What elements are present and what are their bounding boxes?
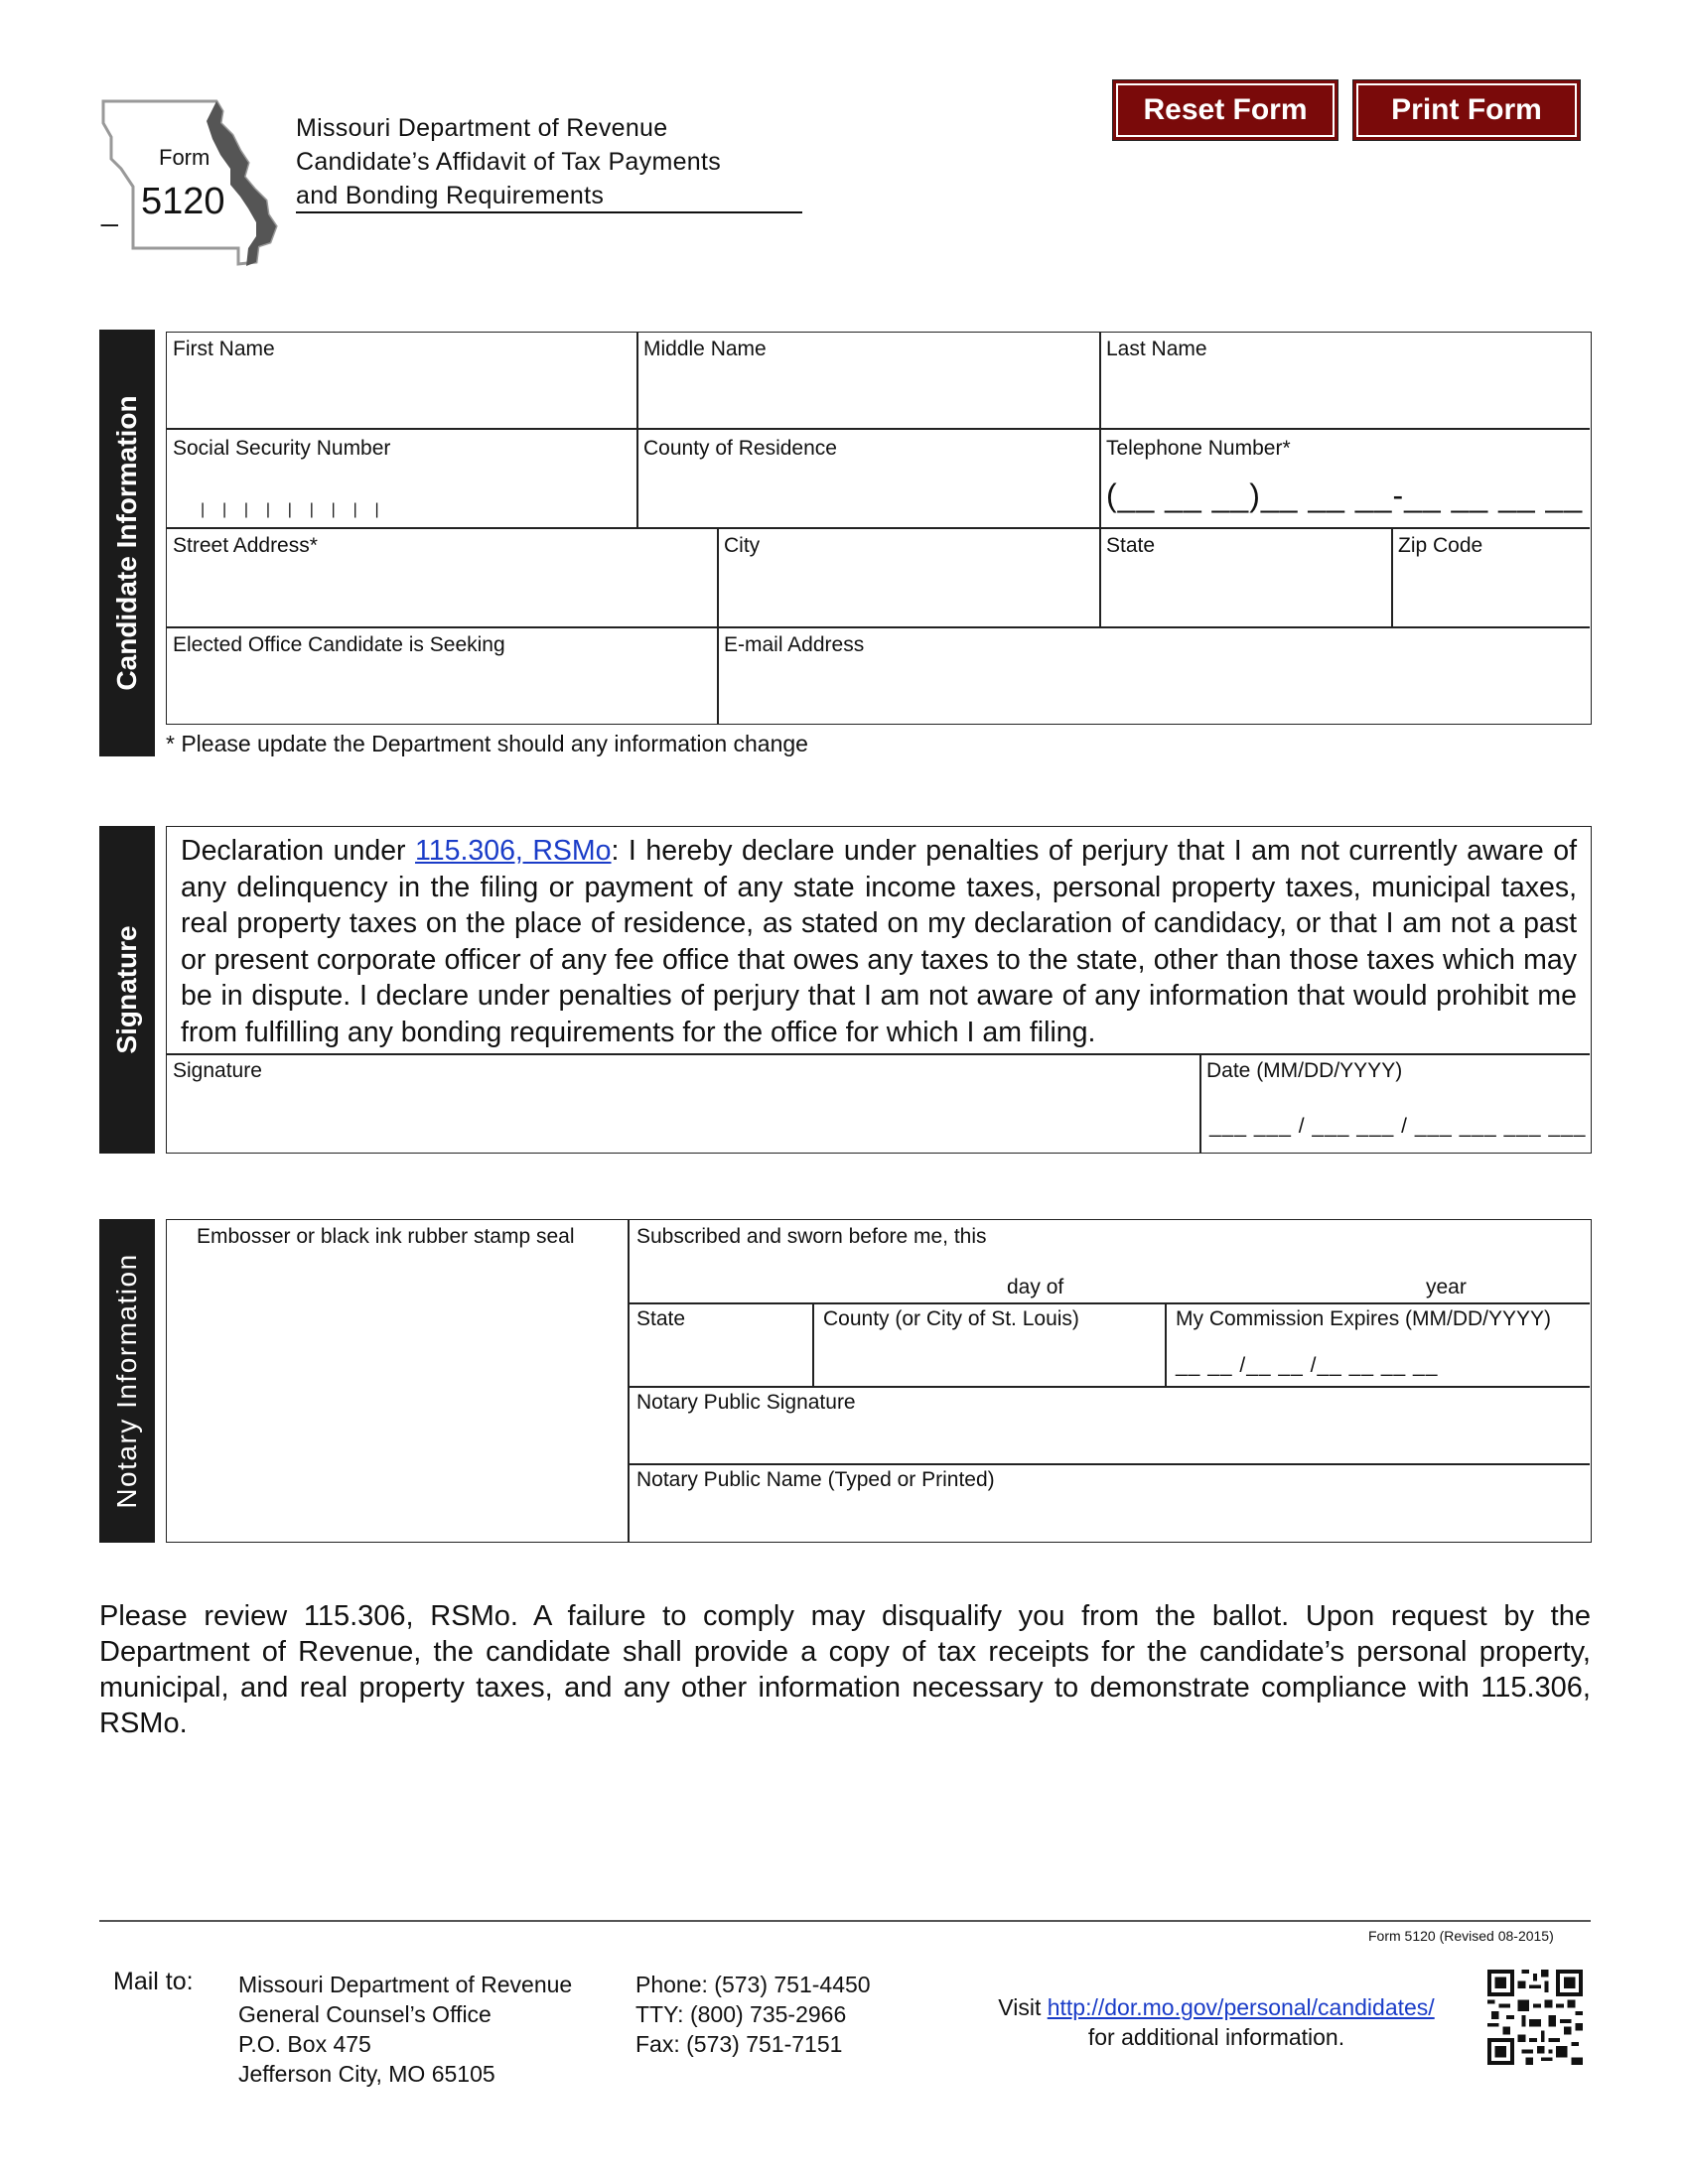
notary-state-field[interactable]: State (636, 1307, 686, 1330)
telephone-field[interactable]: Telephone Number* (1106, 437, 1291, 460)
reset-form-button[interactable]: Reset Form (1116, 83, 1335, 137)
form-revision: Form 5120 (Revised 08-2015) (1368, 1928, 1554, 1944)
email-address-field[interactable]: E-mail Address (724, 633, 865, 656)
date-blank: ___ ___ / ___ ___ / ___ ___ ___ ___ (1209, 1115, 1587, 1138)
notary-county-field[interactable]: County (or City of St. Louis) (823, 1307, 1079, 1330)
commission-expires-field[interactable]: My Commission Expires (MM/DD/YYYY) (1176, 1307, 1552, 1330)
footer-rule (99, 1920, 1591, 1922)
ssn-digit-ticks: | | | | | | | | | (201, 501, 379, 518)
commission-date-blank: __ __ /__ __ /__ __ __ __ (1176, 1354, 1439, 1377)
notary-signature-field[interactable]: Notary Public Signature (636, 1391, 856, 1414)
elected-office-field[interactable]: Elected Office Candidate is Seeking (173, 633, 505, 656)
date-field[interactable]: Date (MM/DD/YYYY) (1206, 1059, 1403, 1082)
visit-info: Visit http://dor.mo.gov/personal/candidates/ for additional information. (998, 1994, 1435, 2050)
notary-name-field[interactable]: Notary Public Name (Typed or Printed) (636, 1468, 995, 1491)
update-note: * Please update the Department should any information change (166, 731, 808, 756)
declaration-text: Declaration under 115.306, RSMo: I hereby declare under penalties of perjury that I am not currently aware of any delinquency in the filing or payment of any state income taxes, personal property taxes, municipal taxes, real property taxes on the place of residence, as stated on my declaration of candidacy, or that I am not a past or present corporate officer of any fee office that owes any taxes to the state, other than those taxes which may be in dispute. I declare under penalties of perjury that I am not aware of any information that would prohibit me from fulfilling any bonding requirements for the office for which I am filing. (181, 835, 1577, 1048)
title-line-1: Missouri Department of Revenue (296, 114, 668, 142)
candidate-information-side-label: Candidate Information (99, 330, 155, 756)
signature-field[interactable]: Signature (173, 1059, 262, 1082)
notary-information-side-label: Notary Information (99, 1219, 155, 1543)
title-rule (296, 211, 802, 213)
city-field[interactable]: City (724, 534, 761, 557)
day-of-field[interactable]: day of (1007, 1276, 1064, 1298)
mailing-address: Missouri Department of Revenue General Counsel’s Office P.O. Box 475 Jefferson City, MO 65105 (238, 1972, 573, 2087)
form-dash: _ (101, 195, 118, 227)
middle-name-field[interactable]: Middle Name (643, 338, 767, 360)
form-word: Form (159, 145, 211, 170)
first-name-field[interactable]: First Name (173, 338, 275, 360)
compliance-paragraph: Please review 115.306, RSMo. A failure to comply may disqualify you from the ballot. Upon request by the Department of Revenue, the candidate shall provide a copy of tax receipts for the candidate’s personal property, municipal, and real property taxes, and any other information necessary to demonstrate compliance with 115.306, RSMo. (99, 1600, 1591, 1739)
state-field[interactable]: State (1106, 534, 1156, 557)
last-name-field[interactable]: Last Name (1106, 338, 1207, 360)
contact-numbers (635, 1970, 871, 2059)
candidate-information-section (166, 332, 1592, 725)
seal-area: Embosser or black ink rubber stamp seal (197, 1225, 575, 1248)
qr-code-icon (1487, 1970, 1583, 2065)
signature-side-label: Signature (99, 826, 155, 1154)
county-of-residence-field[interactable]: County of Residence (643, 437, 837, 460)
tty-number: TTY: (800) 735-2966 (635, 2001, 847, 2027)
fax-number: Fax: (573) 751-7151 (635, 2031, 843, 2057)
ssn-field[interactable]: Social Security Number (173, 437, 391, 460)
street-address-field[interactable]: Street Address* (173, 534, 318, 557)
candidates-website-link[interactable]: http://dor.mo.gov/personal/candidates/ (1047, 1994, 1435, 2020)
title-line-3: and Bonding Requirements (296, 182, 605, 209)
notary-information-section (166, 1219, 1592, 1543)
subscribed-sworn-label: Subscribed and sworn before me, this (636, 1225, 987, 1248)
form-number: 5120 (141, 181, 225, 222)
form-title (296, 111, 721, 212)
mail-to-label: Mail to: (113, 1968, 194, 1995)
signature-section (166, 826, 1592, 1154)
telephone-blank: (__ __ __)__ __ __-__ __ __ __ (1106, 478, 1584, 513)
print-form-button[interactable]: Print Form (1356, 83, 1577, 137)
phone-number: Phone: (573) 751-4450 (635, 1972, 871, 1997)
year-field[interactable]: year (1426, 1276, 1467, 1298)
rsmo-115-306-link[interactable]: 115.306, RSMo (415, 835, 612, 867)
title-line-2: Candidate’s Affidavit of Tax Payments (296, 148, 722, 176)
zip-code-field[interactable]: Zip Code (1398, 534, 1483, 557)
